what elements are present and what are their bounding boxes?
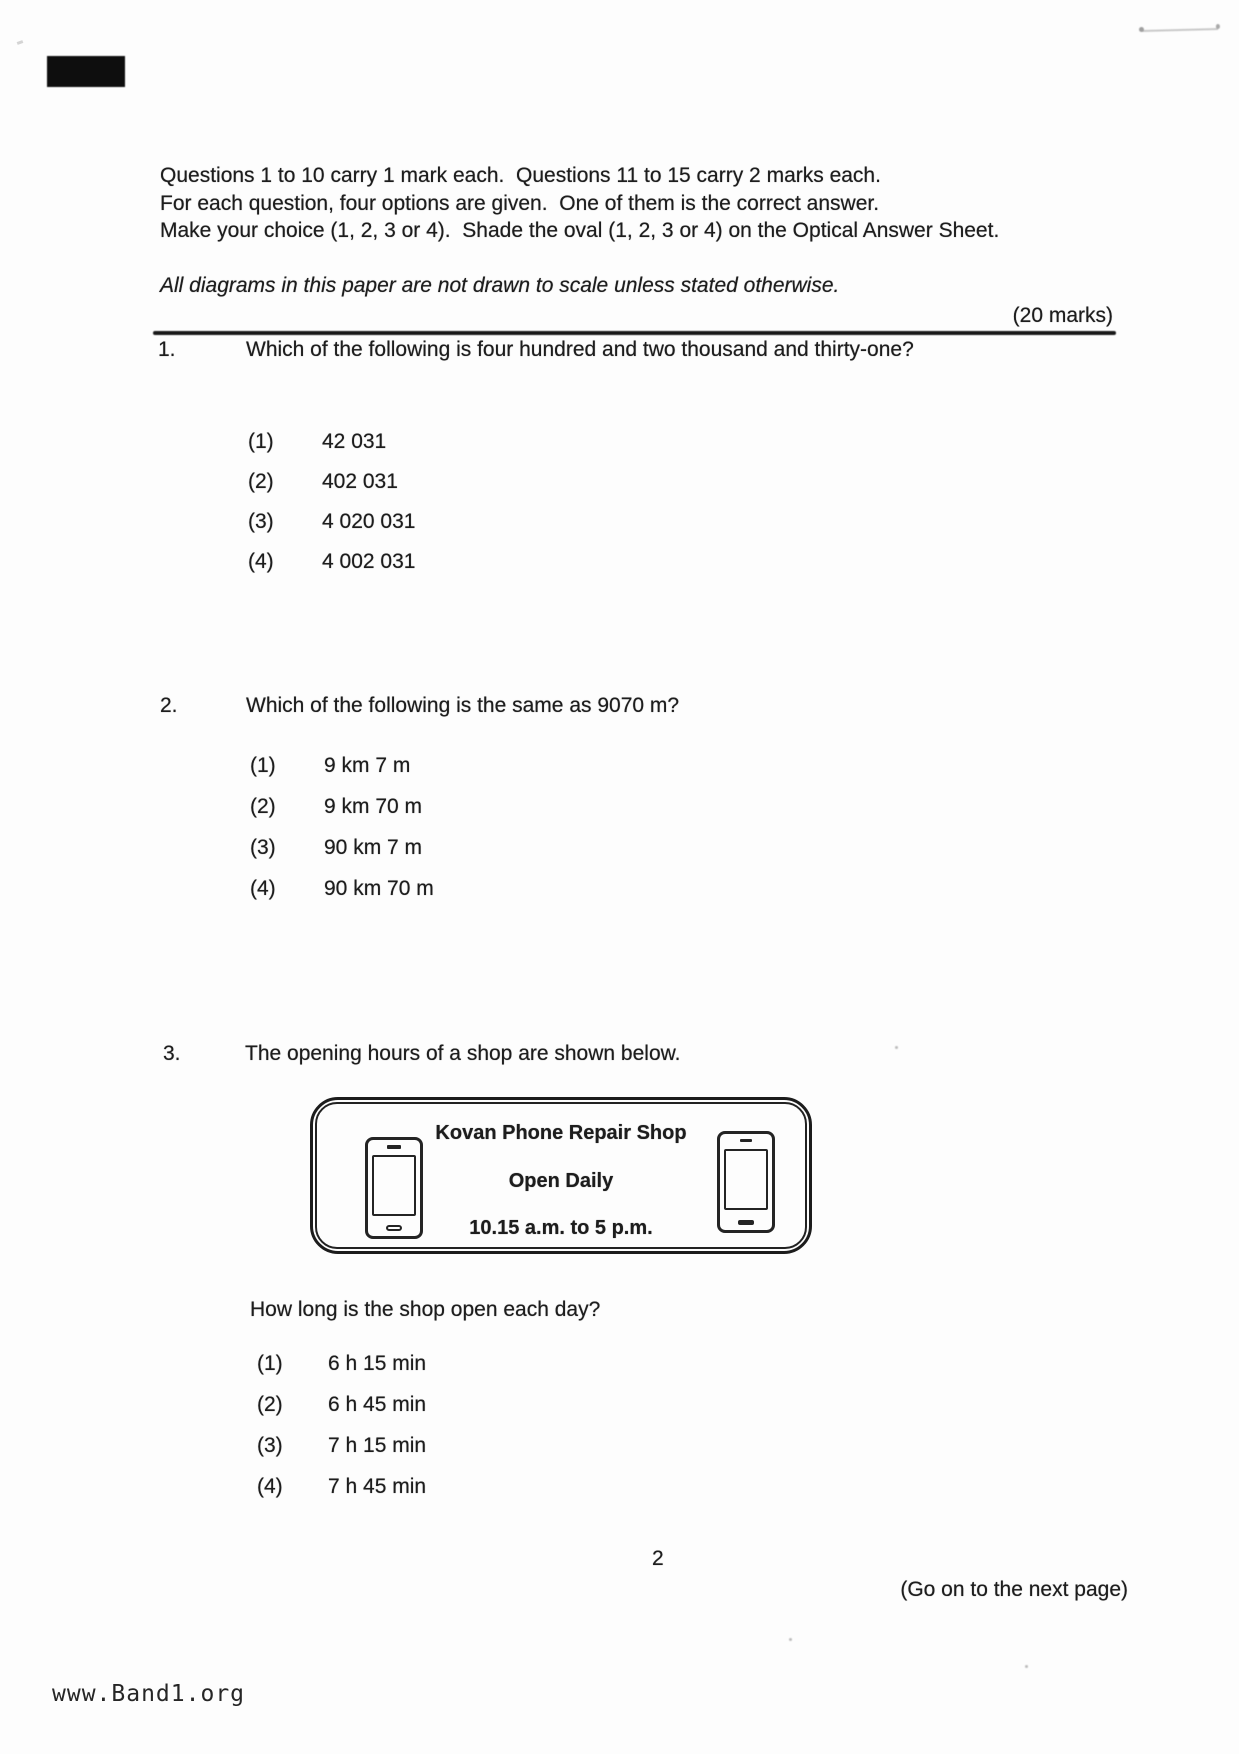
q1-option-3-value: 4 020 031 — [322, 510, 416, 533]
q1-option-4-label: (4) — [248, 550, 274, 573]
question-1-number: 1. — [158, 338, 176, 361]
q1-option-1-label: (1) — [248, 430, 274, 453]
q3-option-1-value: 6 h 15 min — [328, 1352, 427, 1375]
section-divider — [153, 331, 1116, 335]
sign-hours: 10.15 a.m. to 5 p.m. — [469, 1217, 653, 1239]
scan-pen-mark — [1142, 28, 1218, 32]
q1-option-3-label: (3) — [248, 510, 274, 533]
question-3-subtext: How long is the shop open each day? — [250, 1298, 601, 1321]
q2-option-4-label: (4) — [250, 877, 276, 900]
instruction-line-2: For each question, four options are given. One of them is the correct answer. — [160, 192, 880, 215]
phone-home-button — [386, 1225, 402, 1231]
phone-speaker — [740, 1139, 752, 1142]
scan-speck — [789, 1638, 792, 1641]
q1-option-2-value: 402 031 — [322, 470, 398, 493]
q1-option-4-value: 4 002 031 — [322, 550, 416, 573]
question-2-number: 2. — [160, 694, 178, 717]
watermark-url: www.Band1.org — [52, 1681, 246, 1707]
phone-screen — [724, 1149, 768, 1210]
q3-option-2-label: (2) — [257, 1393, 283, 1416]
q3-option-1-label: (1) — [257, 1352, 283, 1375]
q2-option-3-label: (3) — [250, 836, 276, 859]
q3-option-4-value: 7 h 45 min — [328, 1475, 427, 1498]
q2-option-1-label: (1) — [250, 754, 276, 777]
question-1-text: Which of the following is four hundred and two thousand and thirty-one? — [246, 338, 914, 361]
phone-screen — [372, 1155, 416, 1216]
q2-option-3-value: 90 km 7 m — [324, 836, 423, 859]
scan-speck — [1025, 1665, 1028, 1668]
q3-option-2-value: 6 h 45 min — [328, 1393, 427, 1416]
q2-option-2-label: (2) — [250, 795, 276, 818]
q1-option-1-value: 42 031 — [322, 430, 387, 453]
question-3-text: The opening hours of a shop are shown below. — [245, 1042, 681, 1065]
phone-speaker — [387, 1145, 401, 1149]
scan-speck — [17, 40, 24, 45]
diagram-note: All diagrams in this paper are not drawn to scale unless stated otherwise. — [160, 274, 840, 297]
next-page-note: (Go on to the next page) — [900, 1578, 1128, 1601]
page-number: 2 — [652, 1547, 664, 1570]
instruction-line-3: Make your choice (1, 2, 3 or 4). Shade the oval (1, 2, 3 or 4) on the Optical Answer Sheet. — [160, 219, 1000, 242]
phone-icon — [717, 1131, 775, 1233]
q2-option-1-value: 9 km 7 m — [324, 754, 411, 777]
shop-sign-figure — [310, 1097, 812, 1254]
question-3-number: 3. — [163, 1042, 181, 1065]
q3-option-3-label: (3) — [257, 1434, 283, 1457]
phone-home-button — [738, 1220, 754, 1225]
instruction-line-1: Questions 1 to 10 carry 1 mark each. Questions 11 to 15 carry 2 marks each. — [160, 164, 881, 187]
marks-label: (20 marks) — [1012, 304, 1113, 327]
phone-icon — [365, 1137, 423, 1239]
q3-option-4-label: (4) — [257, 1475, 283, 1498]
q2-option-2-value: 9 km 70 m — [324, 795, 423, 818]
sign-open-daily: Open Daily — [508, 1170, 614, 1192]
sign-title: Kovan Phone Repair Shop — [435, 1122, 687, 1144]
q2-option-4-value: 90 km 70 m — [324, 877, 434, 900]
question-2-text: Which of the following is the same as 9070 m? — [246, 694, 680, 717]
q3-option-3-value: 7 h 15 min — [328, 1434, 427, 1457]
redaction-box — [47, 56, 125, 87]
q1-option-2-label: (2) — [248, 470, 274, 493]
